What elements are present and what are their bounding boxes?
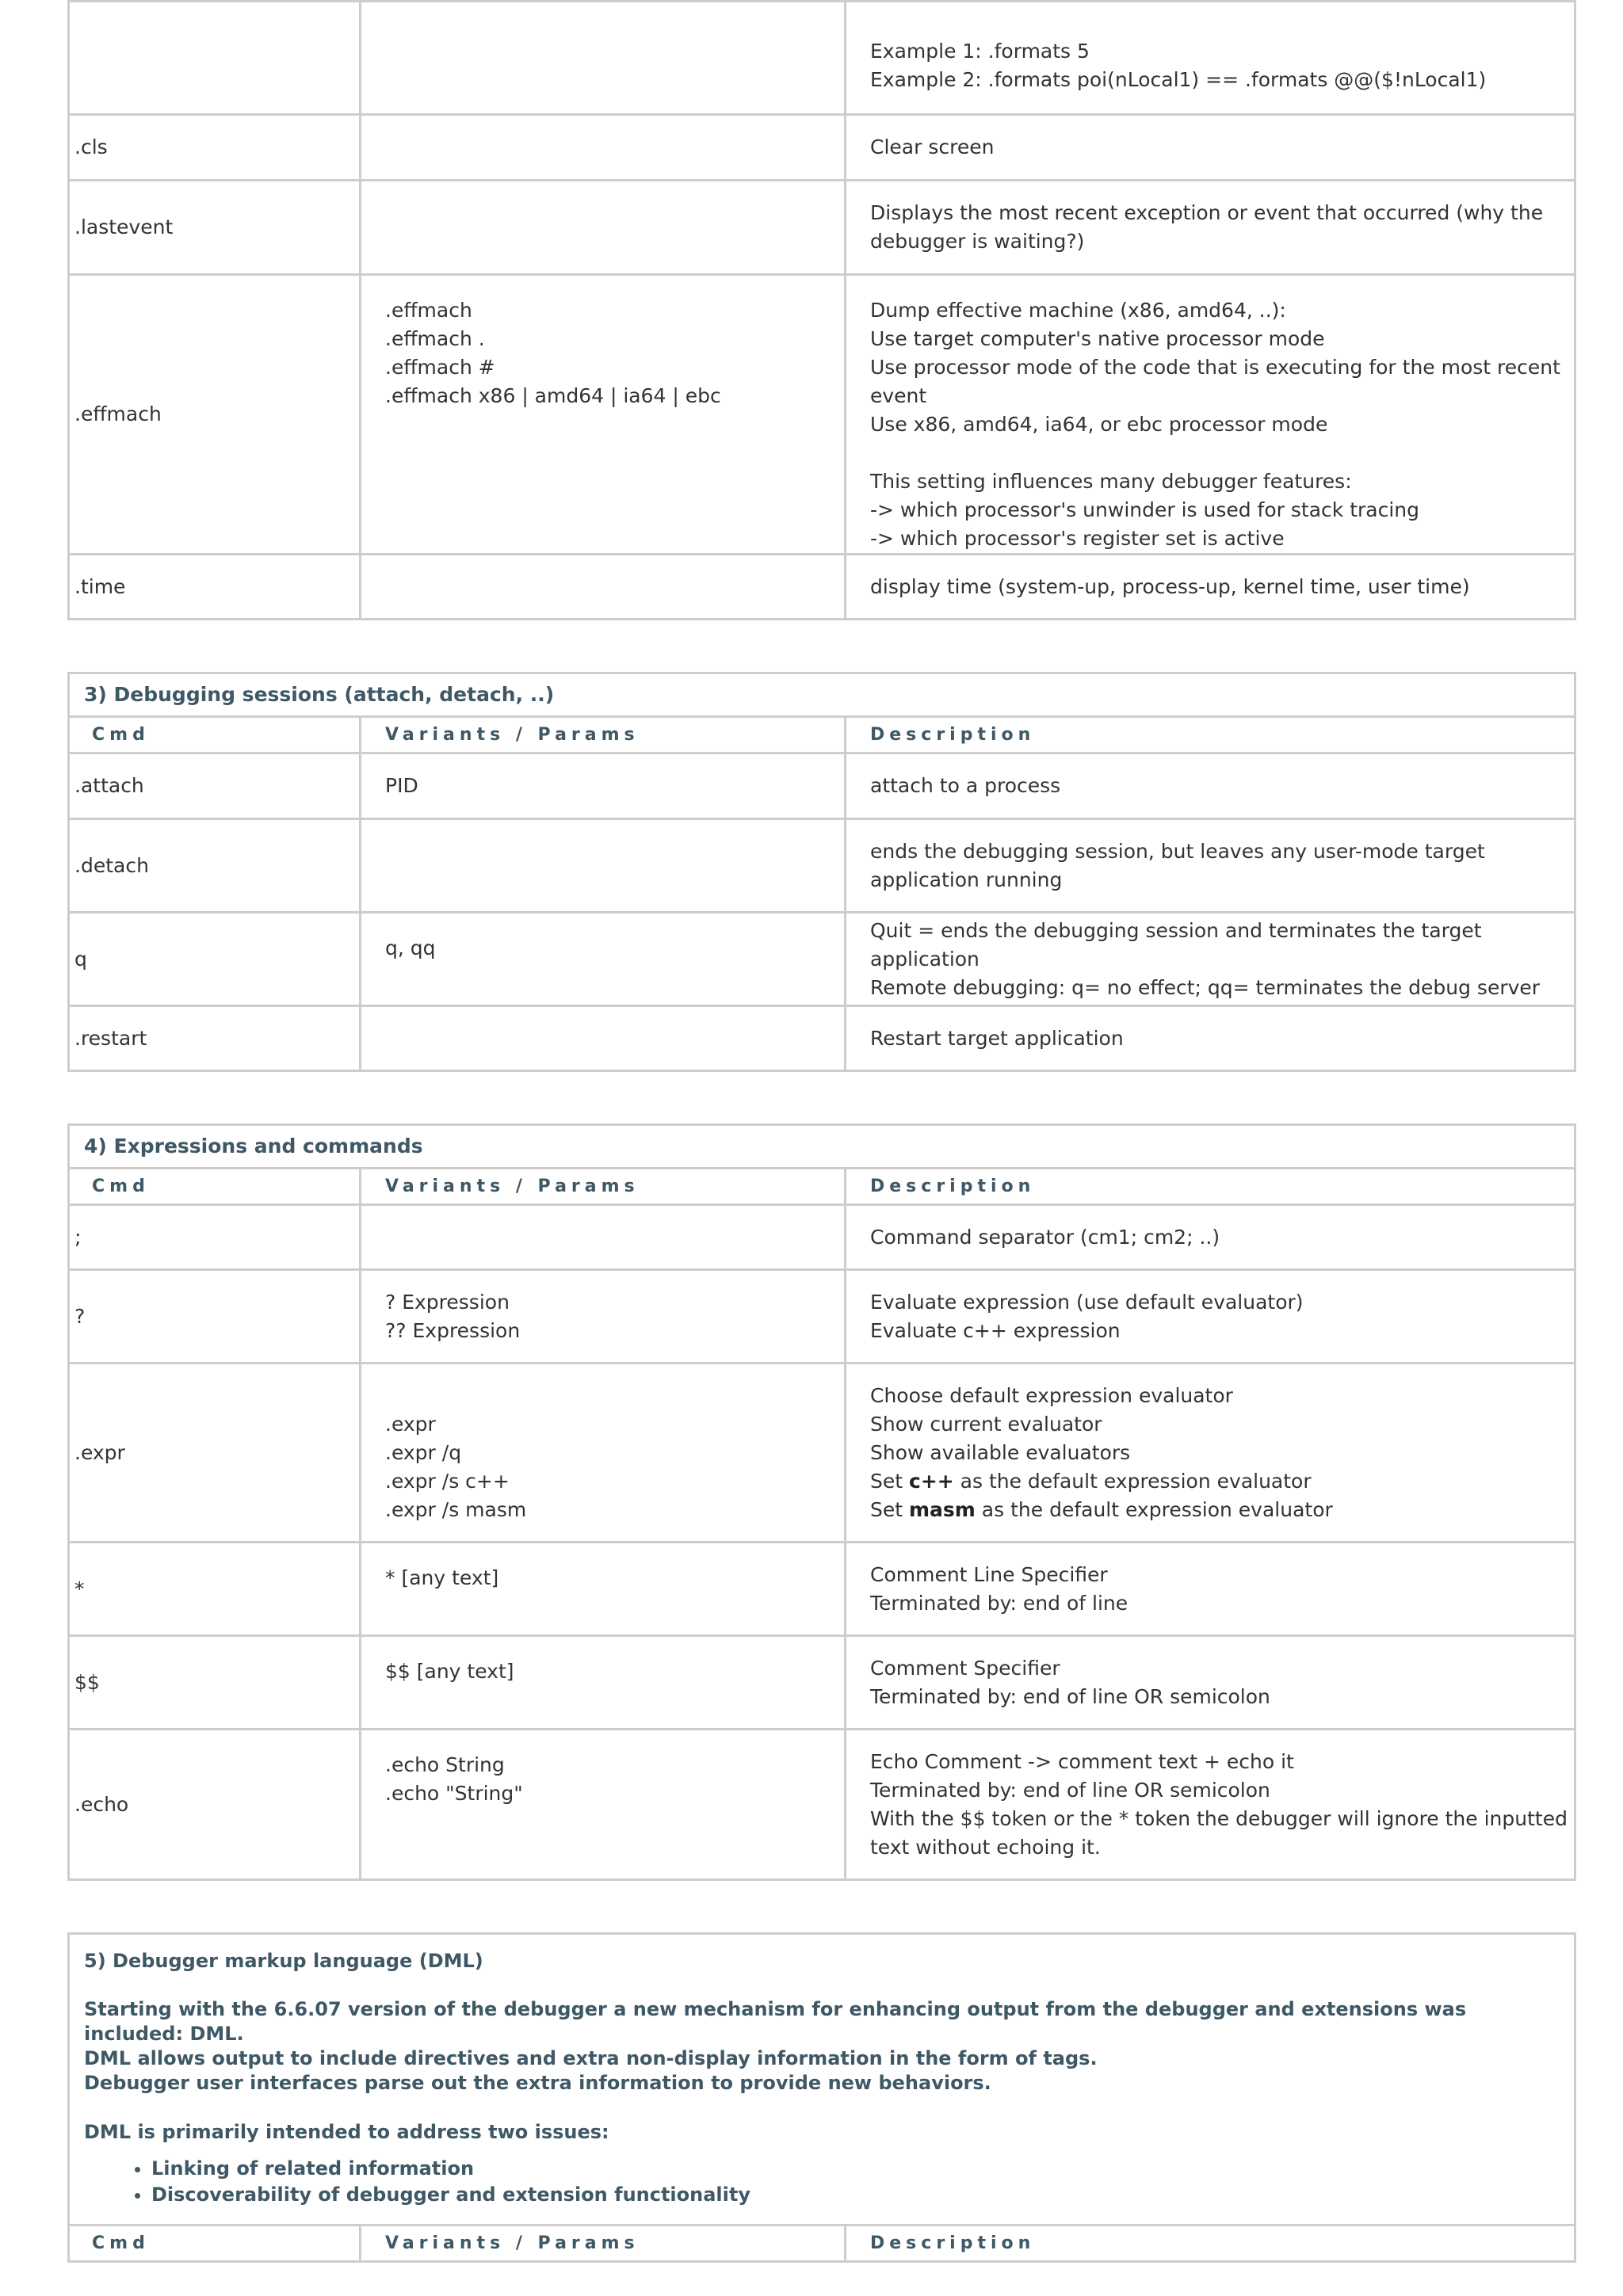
cmd-cell: ;: [69, 1205, 361, 1270]
desc-line: Use target computer's native processor mode: [870, 327, 1325, 350]
desc-line: ends the debugging session, but leaves any user-mode target application running: [870, 839, 1485, 891]
variants-cell: [361, 753, 846, 819]
list-item: • Linking of related information: [151, 2156, 1560, 2182]
section-title: 5) Debugger markup language (DML): [84, 1950, 483, 1972]
desc-line: Choose default expression evaluator: [870, 1383, 1233, 1407]
desc-line: display time (system-up, process-up, kernel time, user time): [870, 574, 1470, 598]
table-row: [69, 115, 1575, 181]
variants-cell: [361, 1363, 846, 1543]
cmd-cell: .attach: [69, 753, 361, 819]
desc-line: Remote debugging: q= no effect; qq= terminates the debug server: [870, 975, 1541, 999]
table-output-commands: [67, 0, 1576, 620]
table-row: [69, 819, 1575, 913]
desc-line: Use processor mode of the code that is executing for the most recent event: [870, 356, 1560, 407]
table-row: [69, 1363, 1575, 1543]
table-row: [69, 2, 1575, 115]
desc-line: Command separator (cm1; cm2; ..): [870, 1225, 1220, 1249]
cmd-cell: $$: [69, 1636, 361, 1730]
cmd-cell: .lastevent: [69, 181, 361, 275]
desc-spacer: [870, 439, 1569, 467]
variant-line: .expr /q: [385, 1440, 462, 1464]
cmd-cell: q: [69, 913, 361, 1006]
header-row: [69, 717, 1575, 753]
variant-line: ?? Expression: [385, 1318, 521, 1342]
desc-line: -> which processor's register set is active: [870, 527, 1285, 550]
variant-line: .echo "String": [385, 1782, 523, 1805]
variants-cell: [361, 1006, 846, 1071]
variant-line: q, qq: [385, 936, 436, 959]
cmd-cell: .effmach: [69, 275, 361, 555]
desc-cell: [846, 115, 1575, 181]
desc-line: [870, 1467, 1569, 1496]
desc-line: Displays the most recent exception or event that occurred (why the debugger is waiting?): [870, 201, 1544, 253]
desc-line: Restart target application: [870, 1026, 1124, 1050]
dml-intro: [69, 1934, 1575, 2225]
reference-page: [67, 0, 1574, 2263]
table-row: [69, 1636, 1575, 1730]
desc-line: With the $$ token or the * token the debugger will ignore the inputted text without echoing it.: [870, 1806, 1568, 1859]
desc-line: Evaluate expression (use default evaluator): [870, 1290, 1304, 1314]
table-expressions-commands: [67, 1123, 1576, 1881]
cmd-cell: ?: [69, 1270, 361, 1363]
desc-line: Clear screen: [870, 135, 995, 158]
header-variants: Variants / Params: [361, 717, 846, 753]
variants-cell: [361, 181, 846, 275]
variant-line: $$ [any text]: [385, 1660, 514, 1683]
desc-line: attach to a process: [870, 774, 1061, 797]
variant-line: PID: [385, 774, 418, 797]
desc-cell: [846, 275, 1575, 555]
dml-paragraph: Starting with the 6.6.07 version of the debugger a new mechanism for enhancing output from the debugger and extensions was included: DML.: [84, 1998, 1467, 2045]
section-title: 4) Expressions and commands: [69, 1125, 1575, 1169]
header-cmd: Cmd: [69, 717, 361, 753]
table-row: [69, 913, 1575, 1006]
desc-cell: [846, 1205, 1575, 1270]
desc-text: as the default expression evaluator: [975, 1497, 1333, 1521]
desc-line: Quit = ends the debugging session and terminates the target application: [870, 918, 1482, 971]
header-variants: Variants / Params: [361, 1169, 846, 1205]
variants-cell: [361, 1636, 846, 1730]
cmd-cell: [69, 2, 361, 115]
header-row: [69, 1169, 1575, 1205]
variant-line: .effmach .: [385, 327, 485, 350]
desc-line: [870, 1496, 1569, 1524]
table-row: [69, 1205, 1575, 1270]
variant-line: .expr /s c++: [385, 1469, 510, 1493]
desc-text: Set: [870, 1469, 909, 1493]
desc-line: Show current evaluator: [870, 1412, 1102, 1436]
dml-issue-list: [84, 2156, 1560, 2208]
desc-line: Comment Line Specifier: [870, 1562, 1108, 1586]
cmd-cell: .restart: [69, 1006, 361, 1071]
desc-cell: [846, 1543, 1575, 1636]
table-debugging-sessions: [67, 672, 1576, 1072]
keyword-cpp: c++: [909, 1469, 954, 1493]
variants-cell: [361, 1730, 846, 1880]
desc-cell: [846, 1270, 1575, 1363]
cmd-cell: .echo: [69, 1730, 361, 1880]
desc-line: Evaluate c++ expression: [870, 1318, 1121, 1342]
table-row: [69, 555, 1575, 620]
variant-line: .expr /s masm: [385, 1497, 527, 1521]
desc-cell: [846, 555, 1575, 620]
desc-cell: [846, 1636, 1575, 1730]
desc-cell: [846, 753, 1575, 819]
cmd-cell: .expr: [69, 1363, 361, 1543]
variant-line: .effmach x86 | amd64 | ia64 | ebc: [385, 384, 721, 407]
variants-cell: [361, 115, 846, 181]
cmd-cell: .cls: [69, 115, 361, 181]
header-cmd: Cmd: [69, 2225, 361, 2262]
desc-line: Terminated by: end of line OR semicolon: [870, 1778, 1270, 1802]
variant-line: .effmach: [385, 299, 472, 322]
variants-cell: [361, 555, 846, 620]
variant-line: .expr: [385, 1412, 436, 1436]
desc-line: Example 2: .formats poi(nLocal1) == .formats @@($!nLocal1): [870, 68, 1487, 91]
desc-cell: [846, 1730, 1575, 1880]
cmd-cell: .time: [69, 555, 361, 620]
variants-cell: [361, 1543, 846, 1636]
desc-line: Example 1: .formats 5: [870, 40, 1090, 63]
variants-cell: [361, 1205, 846, 1270]
desc-line: -> which processor's unwinder is used for stack tracing: [870, 498, 1420, 521]
cmd-cell: .detach: [69, 819, 361, 913]
dml-paragraph: Debugger user interfaces parse out the extra information to provide new behaviors.: [84, 2072, 991, 2094]
variant-line: * [any text]: [385, 1566, 499, 1589]
table-row: [69, 1543, 1575, 1636]
desc-line: Echo Comment -> comment text + echo it: [870, 1749, 1294, 1773]
dml-paragraph: DML is primarily intended to address two issues:: [84, 2121, 609, 2143]
header-description: Description: [846, 2225, 1575, 2262]
variants-cell: [361, 913, 846, 1006]
table-row: [69, 1730, 1575, 1880]
table-dml: [67, 1932, 1576, 2263]
desc-cell: [846, 819, 1575, 913]
variants-cell: [361, 275, 846, 555]
keyword-masm: masm: [909, 1497, 976, 1521]
desc-text: Set: [870, 1497, 909, 1521]
variant-line: .echo String: [385, 1753, 505, 1776]
desc-cell: [846, 181, 1575, 275]
dml-paragraph: DML allows output to include directives and extra non-display information in the form of tags.: [84, 2047, 1098, 2069]
desc-cell: [846, 2, 1575, 115]
table-row: [69, 1270, 1575, 1363]
desc-line: Terminated by: end of line: [870, 1591, 1128, 1615]
table-row: [69, 275, 1575, 555]
variants-cell: [361, 819, 846, 913]
section-title: 3) Debugging sessions (attach, detach, ..): [69, 673, 1575, 717]
desc-line: Use x86, amd64, ia64, or ebc processor mode: [870, 413, 1328, 436]
desc-line: Comment Specifier: [870, 1656, 1060, 1680]
header-variants: Variants / Params: [361, 2225, 846, 2262]
desc-cell: [846, 1006, 1575, 1071]
cmd-cell: *: [69, 1543, 361, 1636]
desc-text: as the default expression evaluator: [953, 1469, 1312, 1493]
desc-line: Show available evaluators: [870, 1440, 1131, 1464]
list-item: • Discoverability of debugger and extension functionality: [151, 2182, 1560, 2208]
desc-cell: [846, 913, 1575, 1006]
variants-cell: [361, 1270, 846, 1363]
header-description: Description: [846, 1169, 1575, 1205]
table-row: [69, 181, 1575, 275]
desc-line: Terminated by: end of line OR semicolon: [870, 1684, 1270, 1708]
table-row: [69, 1006, 1575, 1071]
variant-line: ? Expression: [385, 1290, 510, 1314]
header-description: Description: [846, 717, 1575, 753]
variants-cell: [361, 2, 846, 115]
desc-cell: [846, 1363, 1575, 1543]
table-row: [69, 753, 1575, 819]
header-row: [69, 2225, 1575, 2262]
variant-line: .effmach #: [385, 356, 495, 379]
header-cmd: Cmd: [69, 1169, 361, 1205]
desc-line: This setting influences many debugger features:: [870, 470, 1352, 493]
desc-line: Dump effective machine (x86, amd64, ..):: [870, 299, 1286, 322]
